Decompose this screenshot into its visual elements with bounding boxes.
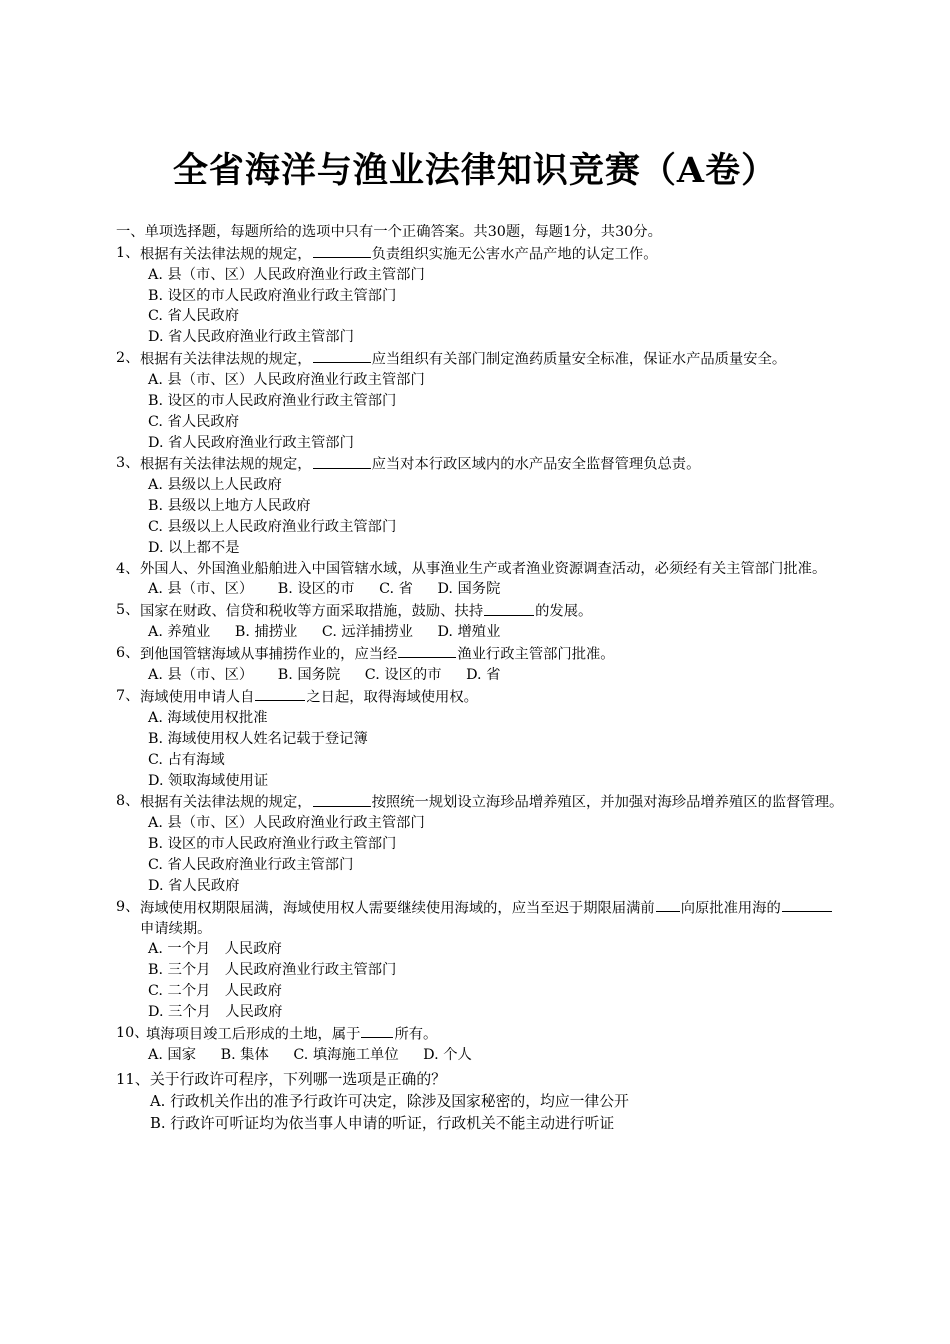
option-c: C. 远洋捕捞业 xyxy=(321,624,413,641)
option-b: B. 县级以上地方人民政府 xyxy=(148,498,311,515)
question-2 xyxy=(116,348,846,453)
option-d: D. 领取海域使用证 xyxy=(148,772,269,789)
option-c: C. 设区的市 xyxy=(364,667,442,684)
document-body xyxy=(116,222,846,1135)
option-d: D. 增殖业 xyxy=(437,624,501,641)
question-number: 8、 xyxy=(116,793,140,810)
question-stem: 根据有关法律法规的规定， 应当组织有关部门制定渔药质量安全标准，保证水产品质量安全。 xyxy=(140,348,846,370)
option-a: A. 行政机关作出的准予行政许可决定，除涉及国家秘密的，均应一律公开 xyxy=(150,1092,629,1110)
question-1 xyxy=(116,243,846,348)
answer-blank xyxy=(484,600,534,615)
option-b: B. 三个月 人民政府渔业行政主管部门 xyxy=(148,962,397,979)
question-8 xyxy=(116,791,846,896)
option-a: A. 海域使用权批准 xyxy=(148,710,268,727)
option-row xyxy=(140,579,846,600)
option-b: B. 海域使用权人姓名记载于登记簿 xyxy=(148,730,368,747)
option-a: A. 县（市、区）人民政府渔业行政主管部门 xyxy=(148,815,425,832)
question-number: 7、 xyxy=(116,688,140,705)
question-10 xyxy=(116,1023,846,1066)
option-a: A. 县（市、区）人民政府渔业行政主管部门 xyxy=(148,266,425,283)
option-d: D. 国务院 xyxy=(437,581,501,598)
option-c: C. 二个月 人民政府 xyxy=(148,983,282,1000)
option-c: C. 省人民政府渔业行政主管部门 xyxy=(148,856,354,873)
answer-blank xyxy=(313,453,371,468)
option-a: A. 县（市、区） xyxy=(148,667,254,684)
option-c: C. 省 xyxy=(379,581,413,598)
option-c: C. 省人民政府 xyxy=(148,308,240,325)
question-7 xyxy=(116,686,846,791)
question-number: 5、 xyxy=(116,602,140,619)
option-d: D. 省人民政府渔业行政主管部门 xyxy=(148,329,354,346)
option-a: A. 养殖业 xyxy=(148,624,211,641)
option-d: D. 省人民政府渔业行政主管部门 xyxy=(148,434,354,451)
question-number: 10、 xyxy=(116,1024,149,1041)
answer-blank xyxy=(398,643,456,658)
question-number: 4、 xyxy=(116,560,140,577)
question-stem: 国家在财政、信贷和税收等方面采取措施，鼓励、扶持 的发展。 xyxy=(140,600,846,622)
option-a: A. 一个月 人民政府 xyxy=(148,941,282,958)
answer-blank xyxy=(313,348,371,363)
question-11 xyxy=(116,1069,846,1135)
option-b: B. 行政许可听证均为依当事人申请的听证，行政机关不能主动进行听证 xyxy=(150,1114,615,1132)
option-a: A. 县级以上人民政府 xyxy=(148,477,282,494)
question-9 xyxy=(116,897,846,1023)
answer-blank xyxy=(656,897,680,912)
question-number: 3、 xyxy=(116,455,140,472)
question-stem: 填海项目竣工后形成的土地，属于 所有。 xyxy=(146,1023,846,1045)
option-d: D. 个人 xyxy=(423,1046,472,1063)
question-number: 11、 xyxy=(116,1070,150,1088)
option-row xyxy=(146,1045,846,1066)
option-b: B. 设区的市 xyxy=(277,581,355,598)
question-stem: 根据有关法律法规的规定， 负责组织实施无公害水产品产地的认定工作。 xyxy=(140,243,846,265)
answer-blank xyxy=(782,897,832,912)
option-d: D. 省 xyxy=(466,667,501,684)
option-c: C. 占有海域 xyxy=(148,751,225,768)
question-number: 2、 xyxy=(116,350,140,367)
option-d: D. 三个月 人民政府 xyxy=(148,1003,283,1020)
question-stem: 外国人、外国渔业船舶进入中国管辖水域，从事渔业生产或者渔业资源调查活动，必须经有关主管部门批准。 xyxy=(140,560,827,577)
option-a: A. 国家 xyxy=(148,1046,197,1063)
question-number: 6、 xyxy=(116,645,140,662)
option-row xyxy=(140,665,846,686)
question-stem: 海域使用权期限届满，海域使用权人需要继续使用海域的，应当至迟于期限届满前 向原批准用海的申请续期。 xyxy=(140,897,846,940)
question-stem: 海域使用申请人自 之日起，取得海域使用权。 xyxy=(140,686,846,708)
option-b: B. 设区的市人民政府渔业行政主管部门 xyxy=(148,287,397,304)
option-row xyxy=(140,622,846,643)
question-3 xyxy=(116,453,846,558)
question-stem: 到他国管辖海域从事捕捞作业的，应当经 渔业行政主管部门批准。 xyxy=(140,643,846,665)
answer-blank xyxy=(313,791,371,806)
question-5 xyxy=(116,600,846,643)
option-a: A. 县（市、区）人民政府渔业行政主管部门 xyxy=(148,372,425,389)
option-c: C. 省人民政府 xyxy=(148,413,240,430)
option-d: D. 以上都不是 xyxy=(148,539,240,556)
answer-blank xyxy=(361,1023,393,1038)
answer-blank xyxy=(313,243,371,258)
option-a: A. 县（市、区） xyxy=(148,581,254,598)
question-4 xyxy=(116,559,846,601)
document-title: 全省海洋与渔业法律知识竞赛（A卷） xyxy=(172,150,778,191)
answer-blank xyxy=(255,686,305,701)
option-c: C. 填海施工单位 xyxy=(293,1046,399,1063)
option-b: B. 设区的市人民政府渔业行政主管部门 xyxy=(148,836,397,853)
option-b: B. 集体 xyxy=(220,1046,269,1063)
option-b: B. 国务院 xyxy=(277,667,341,684)
question-number: 9、 xyxy=(116,898,140,915)
question-number: 1、 xyxy=(116,244,140,261)
section-heading: 一、单项选择题，每题所给的选项中只有一个正确答案。共30题，每题1分，共30分。 xyxy=(116,224,662,240)
option-b: B. 设区的市人民政府渔业行政主管部门 xyxy=(148,392,397,409)
option-c: C. 县级以上人民政府渔业行政主管部门 xyxy=(148,519,397,536)
option-d: D. 省人民政府 xyxy=(148,877,240,894)
question-stem: 关于行政许可程序，下列哪一选项是正确的？ xyxy=(150,1070,446,1088)
option-b: B. 捕捞业 xyxy=(234,624,298,641)
question-stem: 根据有关法律法规的规定， 按照统一规划设立海珍品增养殖区，并加强对海珍品增养殖区的监督管理。 xyxy=(140,791,846,813)
question-stem: 根据有关法律法规的规定， 应当对本行政区域内的水产品安全监督管理负总责。 xyxy=(140,453,846,475)
question-6 xyxy=(116,643,846,686)
